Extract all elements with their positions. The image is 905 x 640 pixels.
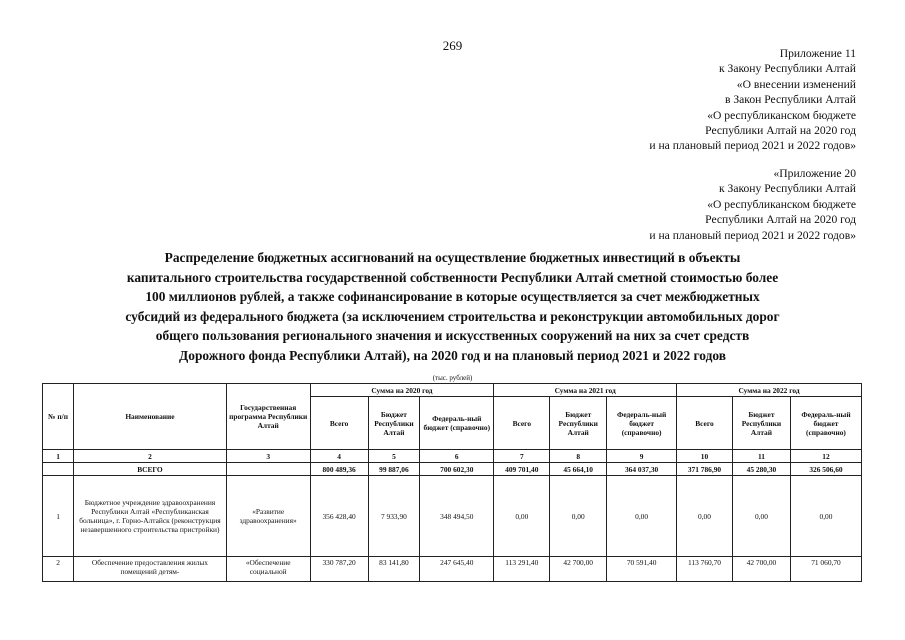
- row-value: 83 141,80: [368, 557, 420, 582]
- column-number: 8: [550, 450, 607, 463]
- column-number: 5: [368, 450, 420, 463]
- row-number: 2: [43, 557, 74, 582]
- row-value: 348 494,50: [420, 476, 494, 557]
- total-value: 45 664,10: [550, 463, 607, 476]
- table-row: [43, 557, 862, 582]
- header-total-2022: Всего: [677, 397, 733, 450]
- column-number: 1: [43, 450, 74, 463]
- units-note: (тыс. рублей): [432, 374, 473, 382]
- row-value: 113 291,40: [494, 557, 550, 582]
- appendix-line: «О внесении изменений: [736, 77, 856, 91]
- row-value: 0,00: [732, 476, 790, 557]
- header-federal-2022: Федераль-ный бюджет (справочно): [790, 397, 861, 450]
- column-number: 11: [732, 450, 790, 463]
- header-total-2021: Всего: [494, 397, 550, 450]
- row-value: 42 700,00: [550, 557, 607, 582]
- header-row-groups: [43, 384, 862, 397]
- row-value: 7 933,90: [368, 476, 420, 557]
- appendix-line: Приложение 11: [779, 47, 856, 60]
- appendix-line: в Закон Республики Алтай: [724, 93, 856, 107]
- total-label: ВСЕГО: [74, 463, 227, 476]
- header-program: Государственная программа Республики Алтай: [226, 384, 310, 450]
- header-regional-2020: Бюджет Республики Алтай: [368, 397, 420, 450]
- row-value: 0,00: [790, 476, 861, 557]
- header-total-2020: Всего: [310, 397, 368, 450]
- row-number: 1: [43, 476, 74, 557]
- row-value: 0,00: [494, 476, 550, 557]
- header-federal-2021: Федераль-ный бюджет (справочно): [607, 397, 677, 450]
- column-number: 3: [226, 450, 310, 463]
- header-group-2021: Сумма на 2021 год: [494, 384, 677, 397]
- row-value: 247 645,40: [420, 557, 494, 582]
- title-line: 100 миллионов рублей, а также софинансирование в которые осуществляется за счет межбюджетных: [145, 289, 760, 305]
- column-number: 4: [310, 450, 368, 463]
- row-value: 0,00: [550, 476, 607, 557]
- appendix-line: и на плановый период 2021 и 2022 годов»: [649, 139, 856, 153]
- title-line: общего пользования регионального значения и искусственных сооружений на них за счет средств: [155, 328, 750, 344]
- title-line: субсидий из федерального бюджета (за исключением строительства и реконструкции автомобильных дорог: [125, 308, 780, 324]
- column-number: 7: [494, 450, 550, 463]
- row-value: 42 700,00: [732, 557, 790, 582]
- header-name: Наименование: [74, 384, 227, 450]
- row-name: [74, 557, 227, 582]
- appendix-line: и на плановый период 2021 и 2022 годов»: [649, 228, 856, 242]
- page-number: 269: [442, 38, 463, 53]
- header-group-2020: Сумма на 2020 год: [310, 384, 494, 397]
- total-value: 364 037,30: [607, 463, 677, 476]
- total-number-cell: [43, 463, 74, 476]
- appendix-line: к Закону Республики Алтай: [718, 62, 856, 76]
- header-federal-2020: Федераль-ный бюджет (справочно): [420, 397, 494, 450]
- budget-table: [42, 383, 862, 582]
- total-value: 45 280,30: [732, 463, 790, 476]
- column-number: 9: [607, 450, 677, 463]
- row-value: 71 060,70: [790, 557, 861, 582]
- appendix-primary: [649, 46, 856, 154]
- total-value: 326 506,60: [790, 463, 861, 476]
- row-program-text: «Обеспечение социальной: [245, 558, 291, 576]
- total-value: 700 602,30: [420, 463, 494, 476]
- row-value: 113 760,70: [677, 557, 733, 582]
- appendix-line: к Закону Республики Алтай: [718, 182, 856, 196]
- column-number: 6: [420, 450, 494, 463]
- appendix-line: Республики Алтай на 2020 год: [705, 124, 856, 138]
- row-name: Бюджетное учреждение здравоохранения Республики Алтай «Республиканская больница», г. Горно-Алтайск (реконструкция незавершенного строительства пристройки): [74, 476, 227, 557]
- total-value: 800 489,36: [310, 463, 368, 476]
- total-value: 371 786,90: [677, 463, 733, 476]
- column-number: 2: [74, 450, 227, 463]
- title-line: Распределение бюджетных ассигнований на осуществление бюджетных инвестиций в объекты: [164, 250, 741, 265]
- row-name-text: Обеспечение предоставления жилых помещений детям-: [91, 558, 209, 576]
- column-number: 10: [677, 450, 733, 463]
- total-value: 409 701,40: [494, 463, 550, 476]
- row-program: «Развитие здравоохранения»: [226, 476, 310, 557]
- appendix-line: «О республиканском бюджете: [707, 197, 856, 211]
- header-number: № п/п: [43, 384, 74, 450]
- row-value: 330 787,20: [310, 557, 368, 582]
- column-number-row: [43, 450, 862, 463]
- appendix-line: «О республиканском бюджете: [707, 108, 856, 122]
- total-program-cell: [226, 463, 310, 476]
- row-program: [226, 557, 310, 582]
- appendix-line: Республики Алтай на 2020 год: [705, 213, 856, 227]
- header-regional-2022: Бюджет Республики Алтай: [732, 397, 790, 450]
- row-value: 0,00: [607, 476, 677, 557]
- total-row: [43, 463, 862, 476]
- table-row: [43, 476, 862, 557]
- document-title: [80, 248, 825, 366]
- header-group-2022: Сумма на 2022 год: [677, 384, 862, 397]
- title-line: Дорожного фонда Республики Алтай), на 2020 год и на плановый период 2021 и 2022 годов: [179, 347, 726, 363]
- appendix-secondary: [649, 166, 856, 243]
- title-line: капитального строительства государственной собственности Республики Алтай сметной стоимостью более: [126, 269, 779, 285]
- row-value: 0,00: [677, 476, 733, 557]
- row-value: 356 428,40: [310, 476, 368, 557]
- column-number: 12: [790, 450, 861, 463]
- row-value: 70 591,40: [607, 557, 677, 582]
- total-value: 99 887,06: [368, 463, 420, 476]
- header-regional-2021: Бюджет Республики Алтай: [550, 397, 607, 450]
- appendix-line: «Приложение 20: [773, 167, 856, 180]
